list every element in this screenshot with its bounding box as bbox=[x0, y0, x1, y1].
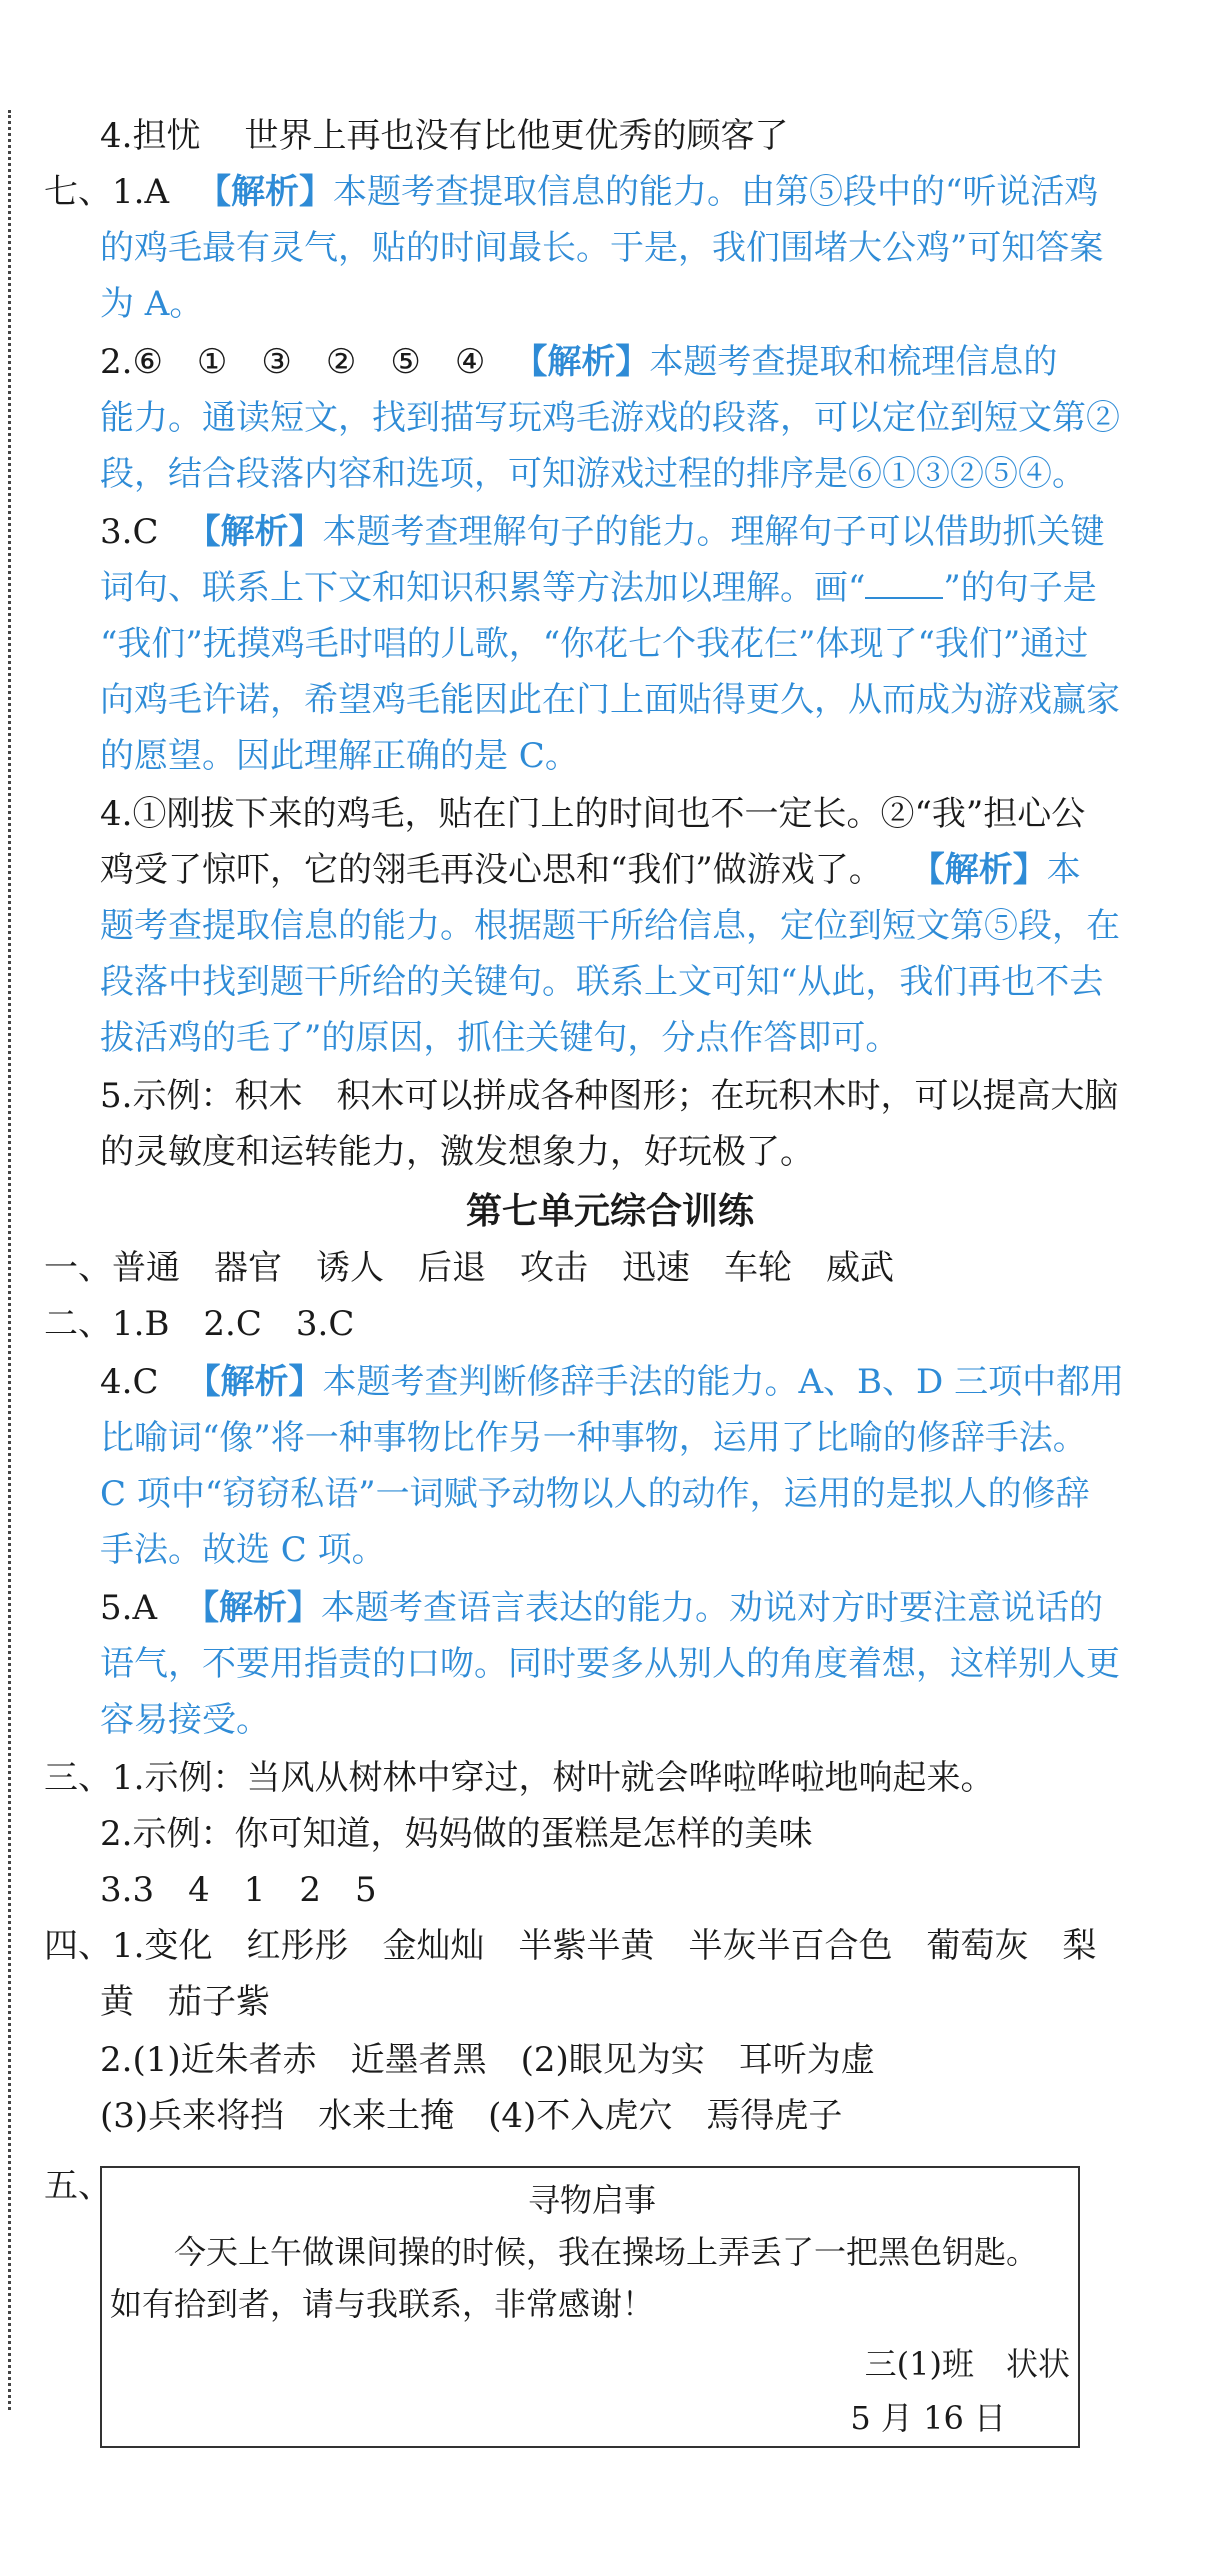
analysis-text: 本题考查语言表达的能力。劝说对方时要注意说话的 bbox=[321, 1588, 1103, 1628]
analysis-line: 向鸡毛许诺，希望鸡毛能因此在门上面贴得更久，从而成为游戏赢家 bbox=[100, 680, 1120, 720]
answer-line bbox=[0, 1758, 1220, 1798]
answer-text: 4.C bbox=[100, 1362, 159, 1402]
analysis-tag: 【解析】 bbox=[513, 342, 650, 382]
analysis-text: 本题考查提取信息的能力。由第⑤段中的“听说活鸡 bbox=[333, 172, 1099, 212]
underline-blank bbox=[865, 569, 943, 599]
answer-line: 3.3 4 1 2 5 bbox=[100, 1870, 377, 1910]
answer-line: 黄 茄子紫 bbox=[100, 1982, 270, 2022]
analysis-line: 段，结合段落内容和选项，可知游戏过程的排序是⑥①③②⑤④。 bbox=[100, 454, 1086, 494]
analysis-line: “我们”抚摸鸡毛时唱的儿歌，“你花七个我花仨”体现了“我们”通过 bbox=[100, 624, 1089, 664]
answer-text: 1.A bbox=[112, 172, 169, 212]
analysis-tag: 【解析】 bbox=[910, 850, 1047, 890]
analysis-text: 本题考查理解句子的能力。理解句子可以借助抓关键 bbox=[322, 512, 1105, 552]
analysis-text: 词句、联系上下文和知识积累等方法加以理解。画“ bbox=[100, 568, 866, 608]
answer-line bbox=[0, 850, 1220, 890]
notice-date: 5 月 16 日 bbox=[850, 2399, 1006, 2437]
notice-title: 寻物启事 bbox=[527, 2181, 656, 2219]
analysis-text: 本题考查判断修辞手法的能力。A、B、D 三项中都用 bbox=[322, 1362, 1125, 1402]
analysis-line: 容易接受。 bbox=[100, 1700, 270, 1740]
analysis-line: C 项中“窃窃私语”一词赋予动物以人的动作，运用的是拟人的修辞 bbox=[100, 1474, 1090, 1514]
section-number: 五、 bbox=[44, 2166, 112, 2206]
answer-line: 4.①刚拔下来的鸡毛，贴在门上的时间也不一定长。②“我”担心公 bbox=[100, 794, 1086, 834]
analysis-line: 能力。通读短文，找到描写玩鸡毛游戏的段落，可以定位到短文第② bbox=[100, 398, 1120, 438]
answer-line bbox=[0, 116, 1220, 156]
analysis-line: 为 A。 bbox=[100, 284, 204, 324]
section-number: 三、 bbox=[44, 1758, 112, 1798]
answer-text: 5.A bbox=[100, 1588, 157, 1628]
answer-text: 2.⑥ ① ③ ② ⑤ ④ bbox=[100, 342, 486, 382]
analysis-line: 手法。故选 C 项。 bbox=[100, 1530, 386, 1570]
analysis-tag: 【解析】 bbox=[197, 172, 333, 212]
answer-line: 的灵敏度和运转能力，激发想象力，好玩极了。 bbox=[100, 1132, 814, 1172]
analysis-line: 的鸡毛最有灵气，贴的时间最长。于是，我们围堵大公鸡”可知答案 bbox=[100, 228, 1104, 268]
answer-text: 1.示例：当风从树林中穿过，树叶就会哗啦哗啦地响起来。 bbox=[112, 1758, 995, 1798]
analysis-line: 的愿望。因此理解正确的是 C。 bbox=[100, 736, 579, 776]
analysis-line: 拔活鸡的毛了”的原因，抓住关键句，分点作答即可。 bbox=[100, 1018, 900, 1058]
answer-line bbox=[0, 1304, 1220, 1344]
section-number: 二、 bbox=[44, 1304, 112, 1344]
analysis-text: 本题考查提取和梳理信息的 bbox=[649, 342, 1058, 382]
answer-text: 4.担忧 bbox=[100, 116, 201, 156]
answer-line: (3)兵来将挡 水来土掩 (4)不入虎穴 焉得虎子 bbox=[100, 2096, 843, 2136]
analysis-line: 段落中找到题干所给的关键句。联系上文可知“从此，我们再也不去 bbox=[100, 962, 1104, 1002]
analysis-tag: 【解析】 bbox=[186, 1362, 323, 1402]
answer-line: 2.示例：你可知道，妈妈做的蛋糕是怎样的美味 bbox=[100, 1814, 813, 1854]
analysis-text: ”的句子是 bbox=[943, 568, 1097, 608]
analysis-line: 语气，不要用指责的口吻。同时要多从别人的角度着想，这样别人更 bbox=[100, 1644, 1120, 1684]
answer-line: 2.(1)近朱者赤 近墨者黑 (2)眼见为实 耳听为虚 bbox=[100, 2040, 875, 2080]
analysis-line: 题考查提取信息的能力。根据题干所给信息，定位到短文第⑤段，在 bbox=[100, 906, 1120, 946]
answer-line bbox=[0, 1926, 1220, 1966]
lost-item-notice bbox=[100, 2166, 1080, 2448]
answer-line bbox=[0, 1362, 1220, 1402]
answer-text: 1.B 2.C 3.C bbox=[112, 1304, 355, 1344]
answer-line bbox=[0, 1248, 1220, 1288]
analysis-line bbox=[0, 568, 1220, 608]
section-number: 七、 bbox=[44, 172, 112, 212]
answer-line bbox=[0, 512, 1220, 552]
answer-text: 鸡受了惊吓，它的翎毛再没心思和“我们”做游戏了。 bbox=[100, 850, 883, 890]
answer-text: 3.C bbox=[100, 512, 159, 552]
answer-text: 世界上再也没有比他更优秀的顾客了 bbox=[244, 116, 789, 156]
notice-body: 如有拾到者，请与我联系，非常感谢！ bbox=[110, 2285, 655, 2323]
analysis-line: 比喻词“像”将一种事物比作另一种事物，运用了比喻的修辞手法。 bbox=[100, 1418, 1087, 1458]
answer-line bbox=[0, 342, 1220, 382]
answer-text: 普通 器官 诱人 后退 攻击 迅速 车轮 威武 bbox=[112, 1248, 894, 1288]
section-number: 四、 bbox=[44, 1926, 112, 1966]
answer-line bbox=[0, 1588, 1220, 1628]
notice-signer: 三(1)班 状状 bbox=[864, 2345, 1070, 2383]
answer-line bbox=[0, 172, 1220, 212]
notice-body: 今天上午做课间操的时候，我在操场上弄丢了一把黑色钥匙。 bbox=[174, 2233, 1039, 2271]
section-number: 一、 bbox=[44, 1248, 112, 1288]
answer-text: 1.变化 红彤彤 金灿灿 半紫半黄 半灰半百合色 葡萄灰 梨 bbox=[112, 1926, 1097, 1966]
answer-line: 5.示例：积木 积木可以拼成各种图形；在玩积木时，可以提高大脑 bbox=[100, 1076, 1119, 1116]
unit-title: 第七单元综合训练 bbox=[465, 1191, 754, 1232]
analysis-tag: 【解析】 bbox=[185, 1588, 321, 1628]
analysis-tag: 【解析】 bbox=[186, 512, 323, 552]
analysis-text: 本 bbox=[1046, 850, 1081, 890]
